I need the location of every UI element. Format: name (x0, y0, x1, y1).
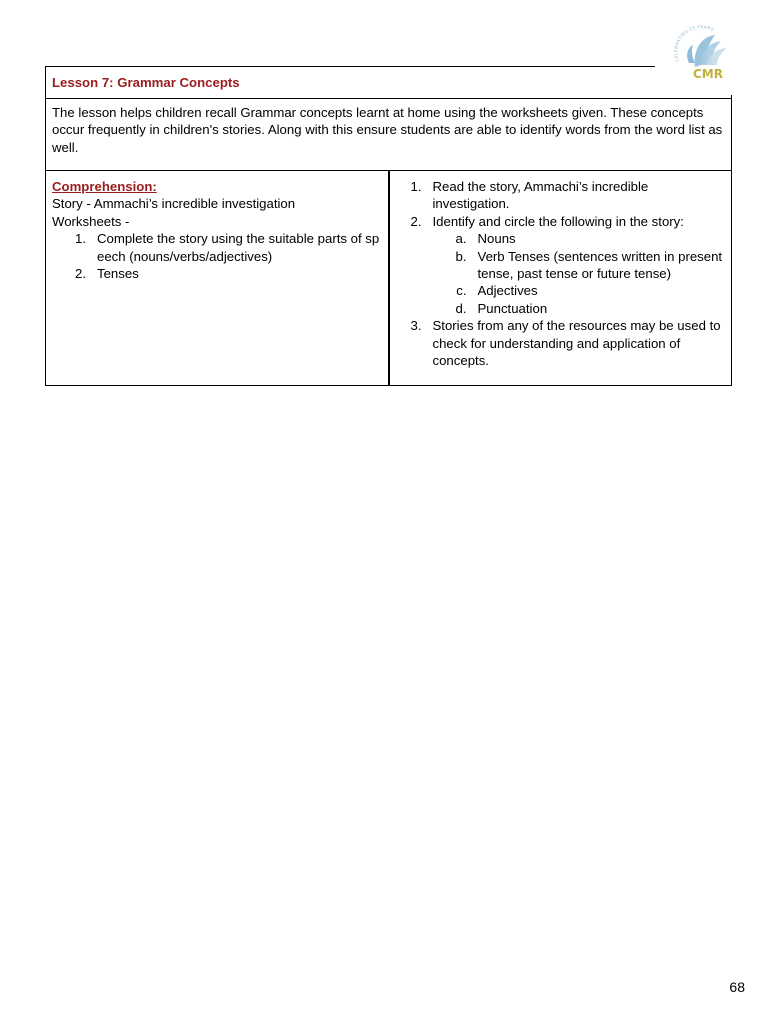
list-number: 1. (75, 231, 86, 247)
list-text: Complete the story using the suitable parts of speech (nouns/verbs/adjectives) (97, 231, 380, 264)
list-item (396, 178, 726, 213)
swan-logo-icon (655, 15, 747, 95)
lesson-table (45, 66, 732, 386)
list-item (52, 230, 382, 265)
intro-cell (46, 99, 732, 171)
worksheet-list (52, 230, 382, 282)
sublist-item (433, 282, 726, 299)
list-item (52, 265, 382, 282)
sublist-text: Punctuation (477, 300, 548, 316)
title-cell (46, 67, 732, 99)
sublist-letter: d. (455, 300, 467, 316)
sublist-item (433, 230, 726, 247)
sublist-text: Nouns (477, 231, 516, 247)
activity-list (396, 178, 726, 369)
sublist-letter: b. (455, 248, 467, 264)
comprehension-heading: Comprehension: (52, 179, 157, 194)
list-number: 3. (410, 318, 422, 334)
list-text: Tenses (97, 266, 139, 282)
worksheets-label: Worksheets - (52, 213, 130, 229)
list-item (396, 213, 726, 317)
list-text: Identify and circle the following in the story: (432, 213, 684, 229)
sublist-item (433, 248, 726, 283)
sublist-letter: a. (455, 231, 467, 247)
left-column (46, 171, 389, 386)
lesson-title: Lesson 7: Grammar Concepts (52, 74, 240, 90)
list-item (396, 317, 726, 369)
sublist-letter: c. (456, 283, 467, 299)
list-number: 1. (410, 179, 422, 194)
page-number: 68 (729, 979, 745, 995)
list-number: 2. (410, 213, 422, 229)
svg-text:CELEBRATING 25 YEARS: CELEBRATING 25 YEARS (673, 24, 715, 63)
list-text: Read the story, Ammachi’s incredible investigation. (432, 179, 649, 212)
logo-text: CMR (693, 67, 723, 81)
story-line: Story - Ammachi’s incredible investigation (52, 196, 296, 212)
identify-sublist (433, 230, 726, 317)
sublist-text: Adjectives (477, 283, 538, 299)
sublist-text: Verb Tenses (sentences written in present tense, past tense or future tense) (477, 248, 723, 282)
sublist-item (433, 300, 726, 317)
right-column (389, 171, 732, 386)
cmr-logo (655, 15, 747, 95)
list-number: 2. (75, 266, 86, 282)
lesson-intro: The lesson helps children recall Grammar concepts learnt at home using the worksheets given. These concepts occur frequently in children's stories. Along with this ensure students are able to identify words from the word list as well. (52, 105, 723, 155)
list-text: Stories from any of the resources may be used to check for understanding and application of concepts. (432, 318, 721, 369)
